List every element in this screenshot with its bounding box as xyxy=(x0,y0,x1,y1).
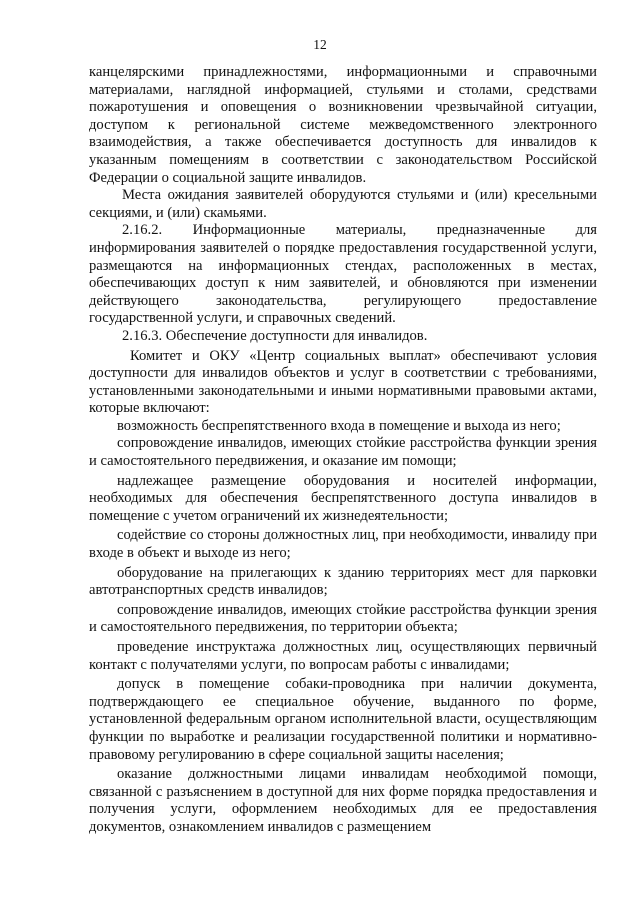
paragraph-2-16-2: 2.16.2. Информационные материалы, предназначенные для информирования заявителей о порядке предоставления государственной услуги, размещаются на информационных стендах, расположенных в местах, обеспечивающих доступ к ним заявителей, и обновляются при изменении действующего законодательства, регулирующего предоставление государственной услуги, и справочных сведений. xyxy=(89,222,597,327)
paragraph-waiting-areas: Места ожидания заявителей оборудуются стульями и (или) кресельными секциями, и (или) скамьями. xyxy=(89,187,597,221)
list-item: сопровождение инвалидов, имеющих стойкие расстройства функции зрения и самостоятельного передвижения, по территории объекта; xyxy=(89,601,597,636)
list-item: содействие со стороны должностных лиц, при необходимости, инвалиду при входе в объект и выходе из него; xyxy=(89,527,597,562)
paragraph-continuation: канцелярскими принадлежностями, информационными и справочными материалами, наглядной информацией, стульями и столами, средствами пожаротушения и оповещения о возникновении чрезвычайной ситуации, доступом к региональной системе межведомственного электронного взаимодействия, а также обеспечивается доступность для инвалидов к указанным помещениям в соответствии с законодательством Российской Федерации о социальной защите инвалидов. xyxy=(89,64,597,186)
document-body xyxy=(89,64,597,837)
list-item: проведение инструктажа должностных лиц, осуществляющих первичный контакт с получателями услуги, по вопросам работы с инвалидами; xyxy=(89,639,597,673)
paragraph-2-16-3-heading: 2.16.3. Обеспечение доступности для инвалидов. xyxy=(122,327,428,344)
list-item: возможность беспрепятственного входа в помещение и выхода из него; xyxy=(117,417,561,434)
list-item: оказание должностными лицами инвалидам необходимой помощи, связанной с разъяснением в доступной для них форме порядка предоставления и получения услуги, оформлением необходимых для ее предоставления документов, ознакомлением инвалидов с размещением xyxy=(89,766,597,835)
list-item: надлежащее размещение оборудования и носителей информации, необходимых для обеспечения беспрепятственного доступа инвалидов в помещение с учетом ограничений их жизнедеятельности; xyxy=(89,472,597,524)
list-item: оборудование на прилегающих к зданию территориях мест для парковки автотранспортных средств инвалидов; xyxy=(89,564,597,599)
paragraph-committee: Комитет и ОКУ «Центр социальных выплат» обеспечивают условия доступности для инвалидов объектов и услуг в соответствии с требованиями, установленными законодательными и иными нормативными правовыми актами, которые включают: xyxy=(89,347,597,417)
list-item: сопровождение инвалидов, имеющих стойкие расстройства функции зрения и самостоятельного передвижения, и оказание им помощи; xyxy=(89,435,597,470)
list-item: допуск в помещение собаки-проводника при наличии документа, подтверждающего ее специальное обучение, выданного по форме, установленной федеральным органом исполнительной власти, осуществляющим функции по выработке и реализации государственной политики и нормативно-правовому регулированию в сфере социальной защиты населения; xyxy=(89,676,597,763)
page-number: 12 xyxy=(313,37,327,52)
